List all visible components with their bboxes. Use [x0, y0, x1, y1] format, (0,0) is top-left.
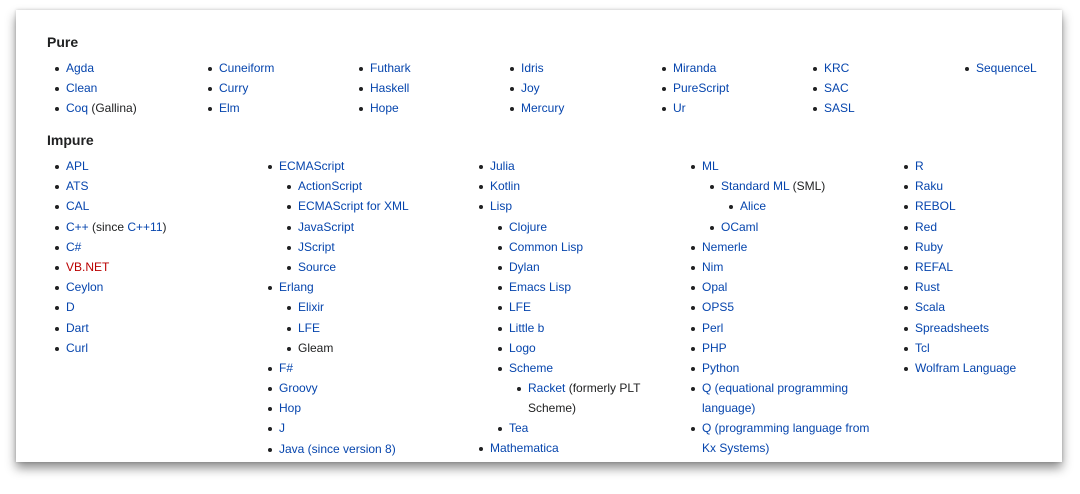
list-item — [219, 78, 274, 98]
impure-column-2 — [279, 156, 469, 459]
list-item-row — [915, 358, 1050, 378]
link-ecmascript[interactable]: ECMAScript — [279, 159, 345, 173]
link-c-11[interactable]: C++11 — [127, 219, 163, 234]
list-item — [298, 318, 469, 338]
link-apl[interactable]: APL — [66, 159, 89, 173]
link-ur[interactable]: Ur — [673, 101, 686, 115]
link-mathematica[interactable]: Mathematica — [490, 441, 559, 456]
list-item-row — [976, 58, 1037, 78]
link-ceylon[interactable]: Ceylon — [66, 280, 104, 295]
link-r[interactable]: R — [915, 159, 924, 173]
impure-column-4 — [702, 156, 884, 458]
list-item-row — [298, 257, 469, 277]
pure-column-3 — [370, 58, 411, 118]
link-sac[interactable]: SAC — [824, 81, 849, 95]
list-item — [702, 156, 884, 237]
link-red[interactable]: Red — [915, 219, 938, 234]
link-groovy[interactable]: Groovy — [279, 381, 318, 396]
list-item-row — [521, 98, 564, 118]
list-item — [66, 338, 246, 358]
link-perl[interactable]: Perl — [702, 320, 724, 335]
list-item-row — [66, 58, 137, 78]
list-item-row — [66, 297, 246, 317]
list-item — [915, 358, 1050, 378]
list-item — [915, 176, 1050, 196]
list-item — [66, 78, 137, 98]
link-dart[interactable]: Dart — [66, 320, 89, 335]
link-j[interactable]: J — [279, 421, 285, 436]
link-scheme[interactable]: Scheme — [509, 360, 554, 375]
link-scala[interactable]: Scala — [915, 300, 946, 315]
list-item-row — [279, 378, 469, 398]
link-kotlin[interactable]: Kotlin — [490, 179, 521, 194]
list-item-row — [66, 338, 246, 358]
link-idris[interactable]: Idris — [521, 61, 544, 75]
pure-column-1 — [66, 58, 137, 118]
list-item-row — [673, 78, 729, 98]
list-item — [702, 358, 884, 378]
item-note: (Gallina) — [88, 101, 137, 115]
list-item — [279, 358, 469, 378]
pure-heading: Pure — [47, 34, 79, 50]
link-common-lisp[interactable]: Common Lisp — [509, 239, 584, 254]
list-item — [740, 196, 884, 216]
link-rebol[interactable]: REBOL — [915, 199, 956, 214]
list-item-row — [509, 277, 660, 297]
link-cuneiform[interactable]: Cuneiform — [219, 61, 275, 75]
list-item-row — [279, 277, 469, 297]
list-item-row — [509, 217, 660, 237]
impure-column-1 — [66, 156, 246, 358]
link-q-programming-language-from-kx-systems[interactable]: Q (programming language from Kx Systems) — [702, 421, 870, 456]
list-item-row — [915, 297, 1050, 317]
list-item-row — [370, 98, 411, 118]
list-item — [279, 418, 469, 438]
list-item — [509, 318, 660, 338]
list-item — [915, 297, 1050, 317]
link-lfe[interactable]: LFE — [298, 320, 321, 335]
link-agda[interactable]: Agda — [66, 61, 95, 75]
list-item-row — [721, 217, 884, 237]
list-item — [915, 237, 1050, 257]
list-item — [702, 338, 884, 358]
link-python[interactable]: Python — [702, 360, 740, 375]
link-coq[interactable]: Coq — [66, 101, 89, 115]
list-item — [509, 418, 660, 438]
link-sasl[interactable]: SASL — [824, 101, 855, 115]
link-mercury[interactable]: Mercury — [521, 101, 565, 115]
list-item-row — [509, 318, 660, 338]
link-clean[interactable]: Clean — [66, 81, 98, 95]
list-item-row — [298, 338, 469, 358]
list-item-row — [915, 277, 1050, 297]
list-item-row — [915, 176, 1050, 196]
link-java-since-version-8[interactable]: Java (since version 8) — [279, 441, 396, 456]
impure-column-3 — [490, 156, 660, 458]
list-item — [915, 318, 1050, 338]
link-haskell[interactable]: Haskell — [370, 81, 410, 95]
list-item-row — [490, 156, 660, 176]
languages-card — [16, 10, 1062, 462]
link-opal[interactable]: Opal — [702, 280, 728, 295]
list-item-row — [509, 338, 660, 358]
link-spreadsheets[interactable]: Spreadsheets — [915, 320, 990, 335]
list-item — [509, 217, 660, 237]
list-item-row — [824, 98, 855, 118]
link-q-equational-programming-language[interactable]: Q (equational programming language) — [702, 381, 849, 416]
list-item — [824, 78, 855, 98]
list-item — [509, 297, 660, 317]
list-item-row — [702, 418, 884, 458]
link-julia[interactable]: Julia — [490, 159, 515, 173]
link-ruby[interactable]: Ruby — [915, 239, 944, 254]
item-note: (SML) — [789, 179, 826, 194]
pure-column-2 — [219, 58, 274, 118]
list-item-row — [298, 237, 469, 257]
list-item — [509, 237, 660, 257]
list-item — [66, 257, 246, 277]
link-nim[interactable]: Nim — [702, 259, 724, 274]
link-d[interactable]: D — [66, 300, 75, 315]
list-item — [702, 237, 884, 257]
link-javascript[interactable]: JavaScript — [298, 219, 355, 234]
list-item — [219, 58, 274, 78]
list-item-row — [915, 196, 1050, 216]
list-item-row — [298, 196, 469, 216]
impure-column-5 — [915, 156, 1050, 378]
link-ml[interactable]: ML — [702, 159, 719, 173]
list-item — [976, 58, 1037, 78]
link-php[interactable]: PHP — [702, 340, 727, 355]
list-item-row — [219, 58, 274, 78]
link-vb-net[interactable]: VB.NET — [66, 259, 110, 274]
list-item — [370, 98, 411, 118]
list-item-row — [509, 297, 660, 317]
list-item-row — [915, 237, 1050, 257]
link-joy[interactable]: Joy — [521, 81, 540, 95]
link-standard-ml[interactable]: Standard ML — [721, 179, 790, 194]
link-dylan[interactable]: Dylan — [509, 259, 540, 274]
link-krc[interactable]: KRC — [824, 61, 850, 75]
item-note: ) — [162, 219, 167, 234]
list-item-row — [66, 98, 137, 118]
list-item-row — [370, 58, 411, 78]
list-item-row — [370, 78, 411, 98]
link-logo[interactable]: Logo — [509, 340, 536, 355]
list-item-row — [490, 196, 660, 216]
link-wolfram-language[interactable]: Wolfram Language — [915, 360, 1017, 375]
list-item — [824, 58, 855, 78]
link-erlang[interactable]: Erlang — [279, 280, 314, 295]
list-item-row — [509, 257, 660, 277]
list-item — [298, 297, 469, 317]
link-elixir[interactable]: Elixir — [298, 300, 324, 315]
list-item-row — [509, 237, 660, 257]
list-item — [490, 196, 660, 438]
list-item — [509, 277, 660, 297]
link-emacs-lisp[interactable]: Emacs Lisp — [509, 280, 572, 295]
list-item-row — [66, 318, 246, 338]
link-little-b[interactable]: Little b — [509, 320, 545, 335]
link-sequencel[interactable]: SequenceL — [976, 61, 1037, 75]
list-item-row — [509, 418, 660, 438]
list-item — [219, 98, 274, 118]
link-racket[interactable]: Racket — [528, 381, 566, 396]
list-item-row — [915, 156, 1050, 176]
pure-column-6 — [824, 58, 855, 118]
list-item — [298, 217, 469, 237]
list-item — [915, 257, 1050, 277]
list-item — [702, 418, 884, 458]
link-hope[interactable]: Hope — [370, 101, 399, 115]
list-item-row — [702, 277, 884, 297]
list-item — [721, 217, 884, 237]
link-curry[interactable]: Curry — [219, 81, 249, 95]
list-item — [66, 217, 246, 237]
list-item — [298, 196, 469, 216]
link-raku[interactable]: Raku — [915, 179, 944, 194]
list-item-row — [915, 338, 1050, 358]
link-ecmascript-for-xml[interactable]: ECMAScript for XML — [298, 199, 409, 214]
list-item-row — [298, 318, 469, 338]
list-item — [66, 196, 246, 216]
list-item — [702, 297, 884, 317]
link-f[interactable]: F# — [279, 360, 294, 375]
list-item-row — [824, 78, 855, 98]
list-item — [370, 78, 411, 98]
item-note: (formerly PLT Scheme) — [528, 381, 641, 416]
list-item — [509, 257, 660, 277]
link-elm[interactable]: Elm — [219, 101, 240, 115]
list-item — [298, 257, 469, 277]
list-item-row — [66, 237, 246, 257]
link-alice[interactable]: Alice — [740, 199, 767, 214]
list-item-row — [702, 297, 884, 317]
list-item-row — [279, 398, 469, 418]
impure-heading: Impure — [47, 132, 94, 148]
link-ops5[interactable]: OPS5 — [702, 300, 735, 315]
list-item — [702, 257, 884, 277]
list-item — [702, 318, 884, 338]
link-jscript[interactable]: JScript — [298, 239, 335, 254]
list-item — [66, 176, 246, 196]
link-tcl[interactable]: Tcl — [915, 340, 930, 355]
link-rust[interactable]: Rust — [915, 280, 940, 295]
list-item-row — [702, 378, 884, 418]
list-item — [279, 378, 469, 398]
link-ats[interactable]: ATS — [66, 179, 89, 194]
list-item — [915, 338, 1050, 358]
link-lfe[interactable]: LFE — [509, 300, 532, 315]
list-item — [279, 277, 469, 358]
list-item — [915, 217, 1050, 237]
list-item-row — [279, 358, 469, 378]
link-refal[interactable]: REFAL — [915, 259, 954, 274]
list-item-row — [824, 58, 855, 78]
list-item-row — [915, 318, 1050, 338]
sub-list — [509, 378, 660, 418]
list-item-row — [702, 338, 884, 358]
list-item-row — [66, 217, 246, 237]
link-actionscript[interactable]: ActionScript — [298, 179, 363, 194]
link-ocaml[interactable]: OCaml — [721, 219, 759, 234]
sub-list — [702, 176, 884, 237]
list-item-row — [279, 418, 469, 438]
list-item-row — [298, 297, 469, 317]
list-item-row — [490, 176, 660, 196]
list-item-row — [528, 378, 660, 418]
list-item-row — [219, 78, 274, 98]
list-item-row — [702, 358, 884, 378]
list-item — [66, 156, 246, 176]
list-item-row — [702, 257, 884, 277]
list-item — [66, 297, 246, 317]
list-item-row — [66, 257, 246, 277]
link-c[interactable]: C++ — [66, 219, 89, 234]
link-miranda[interactable]: Miranda — [673, 61, 717, 75]
list-item-row — [702, 156, 884, 176]
list-item — [521, 98, 564, 118]
link-purescript[interactable]: PureScript — [673, 81, 730, 95]
list-item-row — [279, 439, 469, 459]
list-item — [279, 398, 469, 418]
link-clojure[interactable]: Clojure — [509, 219, 548, 234]
link-cal[interactable]: CAL — [66, 199, 90, 214]
list-item-row — [279, 156, 469, 176]
list-item — [915, 277, 1050, 297]
list-item-row — [298, 217, 469, 237]
list-item-row — [521, 58, 564, 78]
list-item — [915, 156, 1050, 176]
list-item — [490, 156, 660, 176]
list-item — [528, 378, 660, 418]
list-item-row — [66, 277, 246, 297]
list-item — [66, 318, 246, 338]
link-c[interactable]: C# — [66, 239, 82, 254]
list-item-row — [298, 176, 469, 196]
list-item-row — [915, 257, 1050, 277]
pure-column-5 — [673, 58, 729, 118]
list-item — [509, 358, 660, 418]
list-item — [702, 277, 884, 297]
list-item — [490, 176, 660, 196]
list-item — [824, 98, 855, 118]
pure-column-7 — [976, 58, 1037, 78]
list-item-row — [673, 98, 729, 118]
list-item — [66, 58, 137, 78]
list-item — [521, 58, 564, 78]
sub-list — [279, 297, 469, 358]
link-source[interactable]: Source — [298, 259, 337, 274]
list-item — [66, 237, 246, 257]
list-item-row — [702, 237, 884, 257]
list-item-row — [721, 176, 884, 196]
list-item — [673, 58, 729, 78]
list-item — [673, 98, 729, 118]
list-item — [721, 176, 884, 216]
sub-list — [490, 217, 660, 439]
list-item — [66, 277, 246, 297]
list-item — [702, 378, 884, 418]
link-futhark[interactable]: Futhark — [370, 61, 411, 75]
list-item-row — [490, 438, 660, 458]
list-item-row — [521, 78, 564, 98]
list-item-row — [219, 98, 274, 118]
list-item — [490, 438, 660, 458]
list-item — [298, 237, 469, 257]
link-curl[interactable]: Curl — [66, 340, 89, 355]
list-item — [66, 98, 137, 118]
list-item — [298, 176, 469, 196]
link-nemerle[interactable]: Nemerle — [702, 239, 748, 254]
list-item-row — [673, 58, 729, 78]
link-hop[interactable]: Hop — [279, 401, 302, 416]
item-text: Gleam — [298, 340, 334, 355]
list-item-row — [702, 318, 884, 338]
list-item-row — [915, 217, 1050, 237]
list-item — [509, 338, 660, 358]
link-tea[interactable]: Tea — [509, 421, 529, 436]
list-item-row — [66, 196, 246, 216]
list-item-row — [66, 78, 137, 98]
list-item — [298, 338, 469, 358]
list-item-row — [740, 196, 884, 216]
item-note: (since — [88, 219, 128, 234]
list-item-row — [509, 358, 660, 378]
list-item — [673, 78, 729, 98]
list-item — [915, 196, 1050, 216]
sub-list — [279, 176, 469, 277]
list-item-row — [66, 156, 246, 176]
pure-column-4 — [521, 58, 564, 118]
list-item — [370, 58, 411, 78]
list-item — [279, 439, 469, 459]
sub-list — [721, 196, 884, 216]
list-item — [521, 78, 564, 98]
link-lisp[interactable]: Lisp — [490, 199, 513, 214]
list-item — [279, 156, 469, 277]
list-item-row — [66, 176, 246, 196]
